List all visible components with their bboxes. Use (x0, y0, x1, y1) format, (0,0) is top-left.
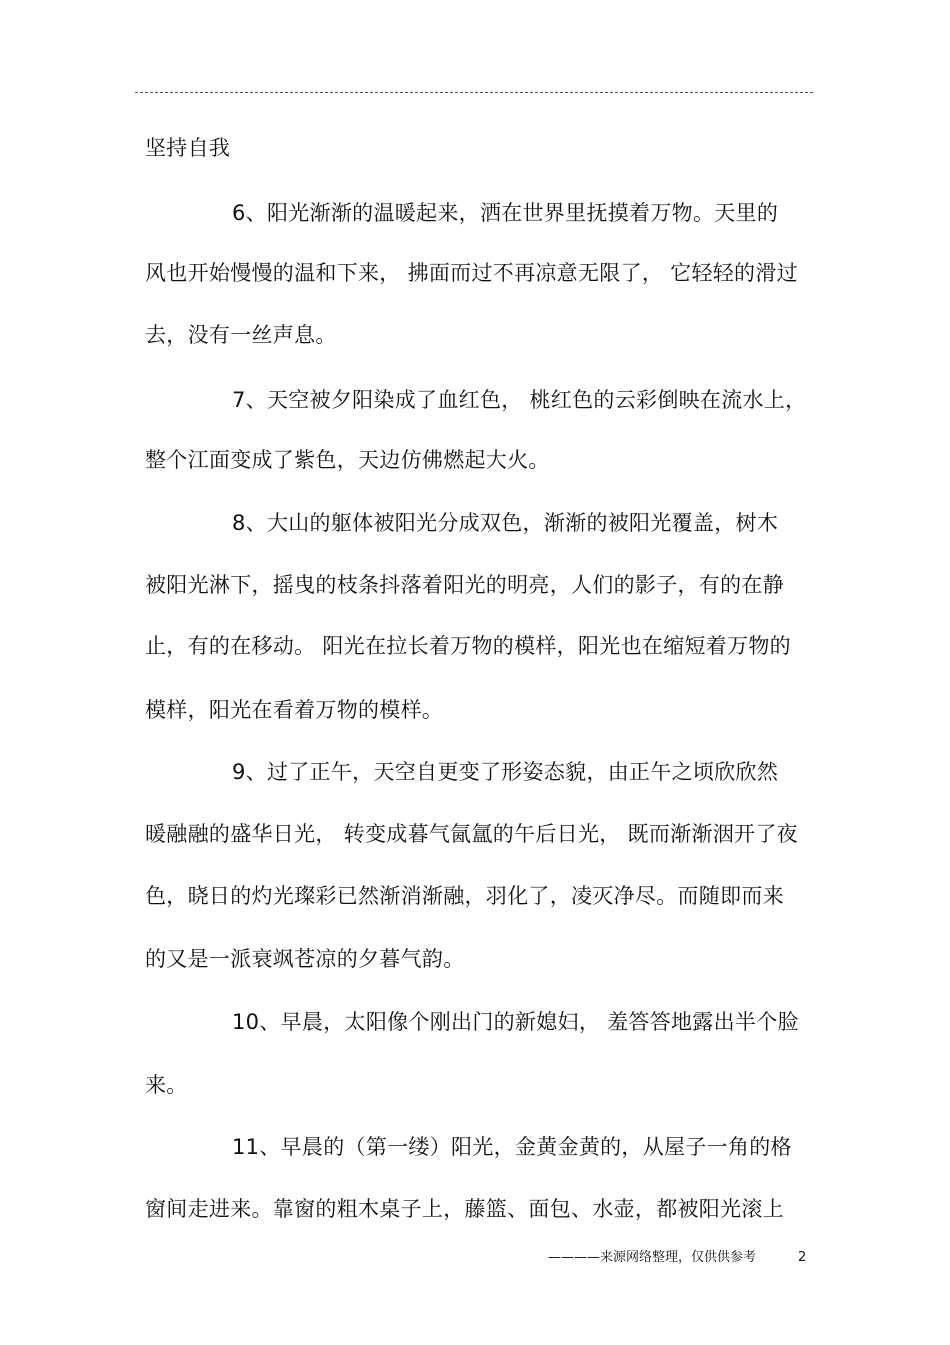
text-line: 风也开始慢慢的温和下来， 拂面而过不再凉意无限了， 它轻轻的滑过 (145, 261, 798, 285)
text-line: 止，有的在移动。 阳光在拉长着万物的模样，阳光也在缩短着万物的 (145, 634, 791, 658)
text-line: 暖融融的盛华日光， 转变成暮气氤氲的午后日光， 既而渐渐洇开了夜 (145, 822, 798, 846)
text-line: 模样，阳光在看着万物的模样。 (145, 698, 444, 722)
text-line: 9、过了正午，天空自更变了形姿态貌，由正午之顷欣欣然 (232, 760, 779, 784)
text-line: 去，没有一丝声息。 (145, 323, 337, 347)
text-line: 整个江面变成了紫色，天边仿佛燃起大火。 (145, 448, 550, 472)
footer-source-note: ————来源网络整理，仅供供参考 (548, 1250, 757, 1265)
text-line: 坚持自我 (145, 136, 231, 160)
text-line: 7、天空被夕阳染成了血红色， 桃红色的云彩倒映在流水上， (232, 388, 807, 412)
text-line: 窗间走进来。靠窗的粗木桌子上，藤篮、面包、水壶，都被阳光滚上 (145, 1197, 784, 1221)
text-line: 11、早晨的（第一缕）阳光，金黄金黄的，从屋子一角的格 (232, 1135, 792, 1159)
text-line: 8、大山的躯体被阳光分成双色，渐渐的被阳光覆盖，树木 (232, 511, 779, 535)
text-line: 10、早晨，太阳像个刚出门的新媳妇， 羞答答地露出半个脸 (232, 1010, 799, 1034)
page-number: 2 (798, 1250, 807, 1265)
text-line: 色，晓日的灼光璨彩已然渐消渐融，羽化了，凌灭净尽。而随即而来 (145, 884, 784, 908)
text-line: 来。 (145, 1073, 188, 1097)
text-line: 被阳光淋下，摇曳的枝条抖落着阳光的明亮，人们的影子，有的在静 (145, 573, 784, 597)
text-line: 的又是一派衰飒苍凉的夕暮气韵。 (145, 947, 465, 971)
text-line: 6、阳光渐渐的温暖起来，洒在世界里抚摸着万物。天里的 (232, 201, 779, 225)
header-dashed-rule (135, 92, 813, 93)
